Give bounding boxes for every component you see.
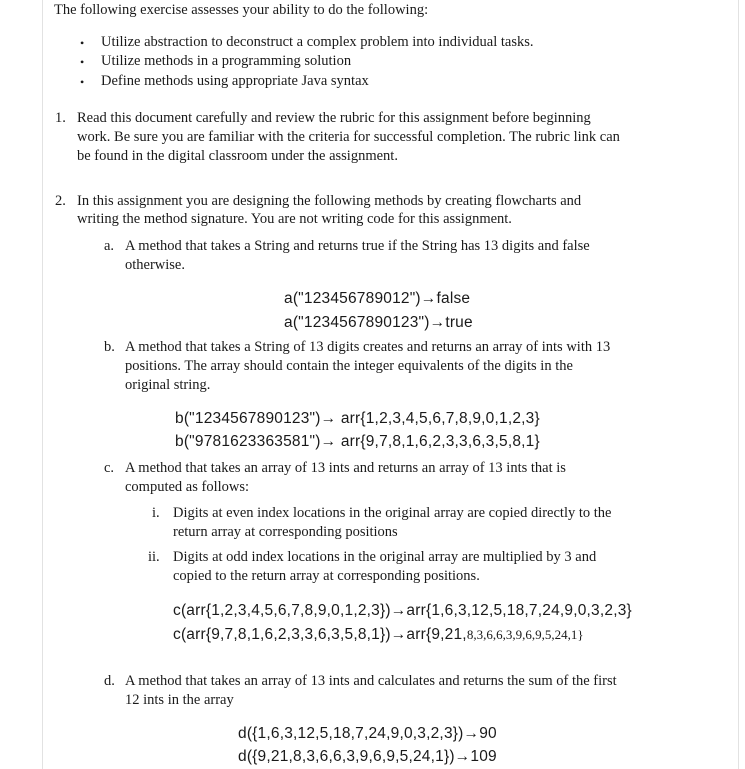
subitem-b-line-3: original string. — [125, 377, 211, 393]
example-d-1: d({1,6,3,12,5,18,7,24,9,0,3,2,3})→90 — [238, 725, 497, 742]
subitem-d-line-2: 12 ints in the array — [125, 692, 234, 708]
example-b-2: b("9781623363581")→ arr{9,7,8,1,6,2,3,3,6,3,5,8,1} — [175, 433, 540, 450]
subitem-a-letter: a. — [104, 238, 115, 254]
intro-bullet-2: Utilize methods in a programming solution — [101, 53, 352, 69]
intro-bullet-1: Utilize abstraction to deconstruct a complex problem into individual tasks. — [101, 34, 534, 50]
item-2-line-1: In this assignment you are designing the following methods by creating flowcharts and — [77, 193, 582, 209]
example-c-2-sans: c(arr{9,7,8,1,6,2,3,3,6,3,5,8,1})→arr{9,21, — [173, 626, 467, 643]
subitem-a-line-2: otherwise. — [125, 257, 185, 273]
roman-i-numeral: i. — [152, 505, 160, 521]
item-1-line-1: Read this document carefully and review the rubric for this assignment before beginning — [77, 110, 591, 126]
example-c-2 — [173, 625, 584, 645]
subitem-b-letter: b. — [104, 339, 115, 355]
bullet-icon: • — [80, 55, 85, 69]
item-1-number: 1. — [55, 110, 66, 126]
example-a-2: a("1234567890123")→true — [284, 314, 473, 331]
example-c-2-serif: 8,3,6,6,3,9,6,9,5,24,1} — [466, 627, 584, 642]
item-1-line-2: work. Be sure you are familiar with the criteria for successful completion. The rubric link can — [77, 129, 620, 145]
roman-i-line-1: Digits at even index locations in the original array are copied directly to the — [173, 505, 612, 521]
example-a-1: a("123456789012")→false — [284, 290, 471, 307]
example-c-1: c(arr{1,2,3,4,5,6,7,8,9,0,1,2,3})→arr{1,6,3,12,5,18,7,24,9,0,3,2,3} — [173, 602, 632, 619]
roman-ii-line-1: Digits at odd index locations in the original array are multiplied by 3 and — [173, 549, 597, 565]
bullet-icon: • — [80, 36, 85, 50]
subitem-b-line-2: positions. The array should contain the integer equivalents of the digits in the — [125, 358, 573, 374]
page-right-border — [738, 0, 739, 769]
subitem-c-line-2: computed as follows: — [125, 479, 250, 495]
intro-heading: The following exercise assesses your ability to do the following: — [54, 2, 429, 18]
item-2-line-2: writing the method signature. You are not writing code for this assignment. — [77, 211, 512, 227]
subitem-d-letter: d. — [104, 673, 115, 689]
subitem-b-line-1: A method that takes a String of 13 digits creates and returns an array of ints with 13 — [125, 339, 611, 355]
roman-ii-numeral: ii. — [148, 549, 160, 565]
roman-ii-line-2: copied to the return array at corresponding positions. — [173, 568, 480, 584]
example-b-1: b("1234567890123")→ arr{1,2,3,4,5,6,7,8,9,0,1,2,3} — [175, 410, 540, 427]
item-2-number: 2. — [55, 193, 66, 209]
bullet-icon: • — [80, 75, 85, 89]
item-1-line-3: be found in the digital classroom under the assignment. — [77, 148, 398, 164]
intro-bullet-3: Define methods using appropriate Java syntax — [101, 73, 369, 89]
roman-i-line-2: return array at corresponding positions — [173, 524, 398, 540]
subitem-a-line-1: A method that takes a String and returns true if the String has 13 digits and false — [125, 238, 590, 254]
subitem-c-line-1: A method that takes an array of 13 ints and returns an array of 13 ints that is — [125, 460, 566, 476]
subitem-c-letter: c. — [104, 460, 115, 476]
page-left-border — [42, 0, 43, 769]
subitem-d-line-1: A method that takes an array of 13 ints and calculates and returns the sum of the first — [125, 673, 617, 689]
example-d-2: d({9,21,8,3,6,6,3,9,6,9,5,24,1})→109 — [238, 748, 497, 765]
